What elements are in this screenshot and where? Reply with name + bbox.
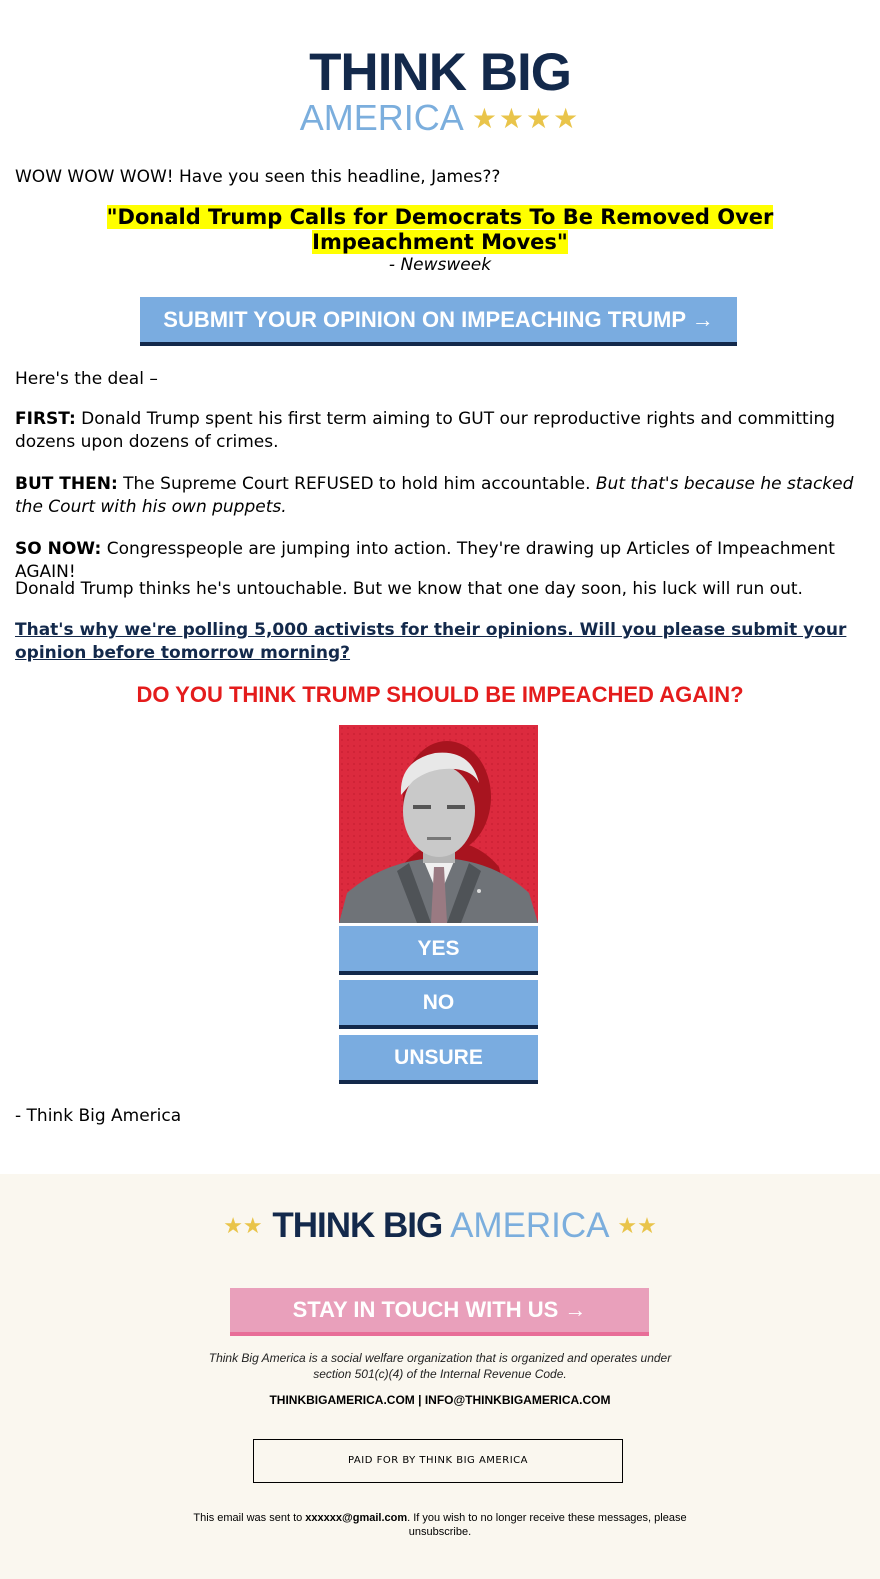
signature: - Think Big America xyxy=(15,1106,182,1126)
organization-disclaimer: Think Big America is a social welfare organization that is organized and operates under section 501(c)(4) of the Internal Revenue Code. xyxy=(208,1351,672,1381)
then-italic: But that's because he stacked the Court with his own puppets. xyxy=(15,474,854,517)
poll-paragraph xyxy=(15,619,865,665)
stars-left-icon: ★★ xyxy=(223,1213,263,1238)
email-sent-notice xyxy=(180,1511,700,1539)
first-text: Donald Trump spent his first term aiming to GUT our reproductive rights and committing dozens upon dozens of crimes. xyxy=(15,409,836,452)
email-footer xyxy=(0,1174,880,1579)
poll-question: DO YOU THINK TRUMP SHOULD BE IMPEACHED AGAIN? xyxy=(136,682,744,707)
footer-logo-america: AMERICA xyxy=(450,1206,608,1245)
now-text: Congresspeople are jumping into action. They're drawing up Articles of Impeachment AGAIN! xyxy=(15,539,835,582)
footer-logo-think-big: THINK BIG xyxy=(272,1206,443,1245)
then-text: The Supreme Court REFUSED to hold him accountable. xyxy=(117,474,596,494)
trump-portrait-image[interactable] xyxy=(339,725,538,923)
unsubscribe-link[interactable]: unsubscribe xyxy=(408,1526,469,1538)
recipient-email: xxxxxx@gmail.com xyxy=(305,1512,408,1524)
sent-suffix: . If you wish to no longer receive these messages, please xyxy=(407,1512,687,1524)
logo-america: AMERICA xyxy=(299,97,464,138)
vote-yes-button[interactable]: YES xyxy=(339,926,538,975)
paid-for-box: PAID FOR BY THINK BIG AMERICA xyxy=(253,1439,623,1483)
now-label: SO NOW: xyxy=(15,539,102,559)
stars-right-icon: ★★ xyxy=(617,1213,657,1238)
vote-unsure-button[interactable]: UNSURE xyxy=(339,1035,538,1084)
contact-links[interactable]: THINKBIGAMERICA.COM | INFO@THINKBIGAMERICA.COM xyxy=(269,1393,611,1407)
stay-in-touch-button[interactable]: STAY IN TOUCH WITH US → xyxy=(230,1288,649,1336)
sent-end: . xyxy=(468,1526,472,1538)
logo-think-big: THINK BIG xyxy=(309,43,571,102)
poll-link[interactable]: That's why we're polling 5,000 activists for their opinions. Will you please submit your opinion before tomorrow morning? xyxy=(15,620,847,663)
portrait-illustration xyxy=(339,725,538,923)
first-label: FIRST: xyxy=(15,409,76,429)
think-big-america-logo[interactable] xyxy=(0,43,880,139)
then-label: BUT THEN: xyxy=(15,474,118,494)
vote-no-button[interactable]: NO xyxy=(339,980,538,1029)
deal-intro: Here's the deal – xyxy=(15,369,158,389)
footer-logo[interactable] xyxy=(0,1206,880,1246)
logo-america-line xyxy=(0,98,880,139)
quoted-headline xyxy=(40,205,840,276)
headline-text: "Donald Trump Calls for Democrats To Be Removed Over Impeachment Moves" xyxy=(106,205,774,254)
submit-opinion-button[interactable]: SUBMIT YOUR OPINION ON IMPEACHING TRUMP → xyxy=(140,297,737,346)
stars-icon: ★★★★ xyxy=(471,103,581,134)
headline-source: - Newsweek xyxy=(388,255,492,275)
sent-prefix: This email was sent to xyxy=(193,1512,306,1524)
paragraph-untouchable: Donald Trump thinks he's untouchable. But we know that one day soon, his luck will run out. xyxy=(15,579,803,599)
paragraph-first xyxy=(15,408,865,454)
greeting: WOW WOW WOW! Have you seen this headline, James?? xyxy=(15,167,501,187)
paragraph-but-then xyxy=(15,473,865,519)
